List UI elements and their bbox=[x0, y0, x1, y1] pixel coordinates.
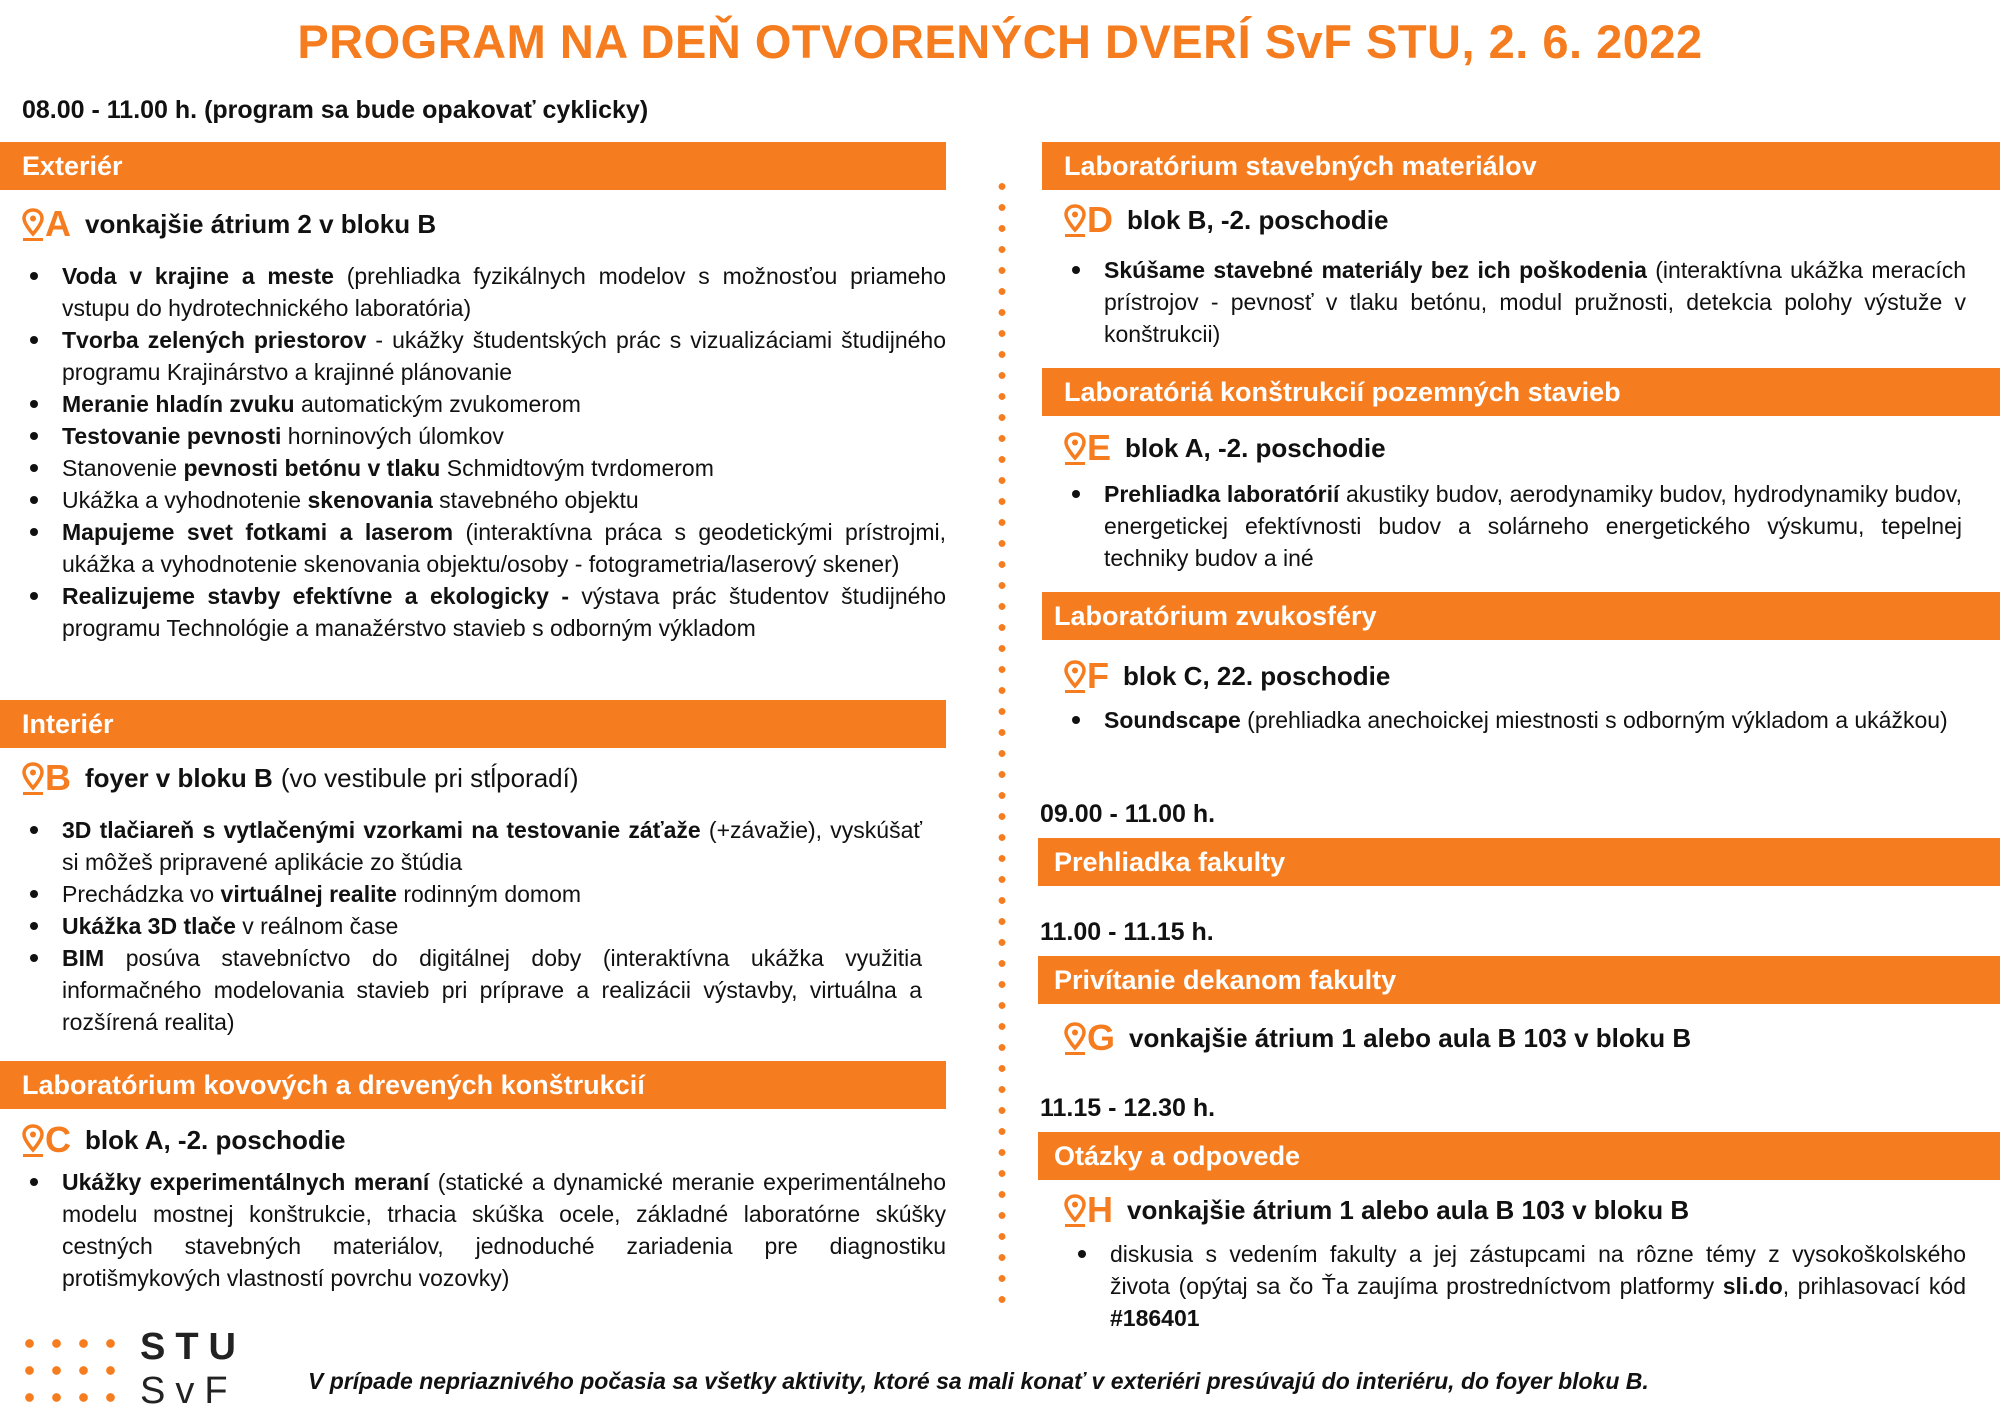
location-c bbox=[22, 1118, 346, 1162]
location-letter: F bbox=[1087, 655, 1109, 696]
location-pin-icon bbox=[22, 203, 71, 244]
location-pin-icon bbox=[1064, 1189, 1113, 1230]
location-letter: B bbox=[45, 757, 71, 798]
location-e bbox=[1064, 426, 1386, 470]
list-item: Skúšame stavebné materiály bez ich poškodenia (interaktívna ukážka meracích prístrojov - pevnosť v tlaku betónu, modul pružnosti, detekcia polohy výstuže v konštrukcii) bbox=[1064, 254, 1966, 350]
section-header-lab-materialov: Laboratórium stavebných materiálov bbox=[1042, 142, 2000, 190]
list-item: Ukážka a vyhodnotenie skenovania stavebného objektu bbox=[22, 484, 946, 516]
location-pin-icon bbox=[1064, 655, 1109, 696]
location-letter: C bbox=[45, 1119, 71, 1160]
location-letter: D bbox=[1087, 199, 1113, 240]
location-pin-icon bbox=[22, 1119, 71, 1160]
list-item: Ukážky experimentálnych meraní (statické a dynamické meranie experimentálneho modelu mostnej konštrukcie, trhacia skúška ocele, základné laboratórne skúšky cestných stavebných materiálov, jednoduché zariadenia pre diagnostiku protišmykových vlastností povrchu vozovky) bbox=[22, 1166, 946, 1294]
list-item: Soundscape (prehliadka anechoickej miestnosti s odborným výkladom a ukážkou) bbox=[1064, 704, 1966, 736]
location-f bbox=[1064, 654, 1390, 698]
column-divider bbox=[997, 176, 1007, 1316]
activity-list-h bbox=[1070, 1238, 1966, 1334]
activity-list-a bbox=[22, 260, 946, 644]
section-header-lab-kovovych: Laboratórium kovových a drevených konštrukcií bbox=[0, 1061, 946, 1109]
list-item: Stanovenie pevnosti betónu v tlaku Schmidtovým tvrdomerom bbox=[22, 452, 946, 484]
section-header-privitanie: Privítanie dekanom fakulty bbox=[1038, 956, 2000, 1004]
location-pin-icon bbox=[1064, 199, 1113, 240]
list-item: Voda v krajine a meste (prehliadka fyzikálnych modelov s možnosťou priameho vstupu do hydrotechnického laboratória) bbox=[22, 260, 946, 324]
location-letter: H bbox=[1087, 1189, 1113, 1230]
section-header-otazky: Otázky a odpovede bbox=[1038, 1132, 2000, 1180]
location-name: blok C, 22. poschodie bbox=[1123, 660, 1391, 691]
page-title: PROGRAM NA DEŇ OTVORENÝCH DVERÍ SvF STU, 2. 6. 2022 bbox=[297, 15, 1703, 68]
activity-list-e bbox=[1064, 478, 1962, 574]
time-slot-tour: 09.00 - 11.00 h. bbox=[1040, 800, 1216, 828]
list-item: Meranie hladín zvuku automatickým zvukomerom bbox=[22, 388, 946, 420]
activity-list-b bbox=[22, 814, 922, 1038]
time-slot-qa: 11.15 - 12.30 h. bbox=[1040, 1094, 1216, 1122]
section-header-lab-zvukosfery: Laboratórium zvukosféry bbox=[1042, 592, 2000, 640]
location-d bbox=[1064, 198, 1388, 242]
location-name: vonkajšie átrium 2 v bloku B bbox=[85, 208, 437, 239]
weather-note: V prípade nepriaznivého počasia sa všetky aktivity, ktoré sa mali konať v exteriéri presúvajú do interiéru, do foyer bloku B. bbox=[308, 1368, 1649, 1394]
location-h bbox=[1064, 1188, 1689, 1232]
list-item: Realizujeme stavby efektívne a ekologicky - výstava prác študentov študijného programu Technológie a manažérstvo stavieb s odborným výkladom bbox=[22, 580, 946, 644]
location-name: blok A, -2. poschodie bbox=[1125, 432, 1386, 463]
location-name: blok A, -2. poschodie bbox=[85, 1124, 346, 1155]
section-header-lab-konstrukcii: Laboratóriá konštrukcií pozemných stavieb bbox=[1042, 368, 2000, 416]
location-a bbox=[22, 202, 436, 246]
location-note: (vo vestibule pri stĺporadí) bbox=[280, 762, 579, 793]
location-b bbox=[22, 756, 579, 800]
location-pin-icon bbox=[22, 757, 71, 798]
location-letter: G bbox=[1087, 1017, 1116, 1058]
list-item: diskusia s vedením fakulty a jej zástupcami na rôzne témy z vysokoškolského života (opýtaj sa čo Ťa zaujíma prostredníctvom platformy sli.do, prihlasovací kód #186401 bbox=[1070, 1238, 1966, 1334]
list-item: Prehliadka laboratórií akustiky budov, aerodynamiky budov, hydrodynamiky budov, energetickej efektívnosti budov a solárneho energetického výskumu, tepelnej techniky budov a iné bbox=[1064, 478, 1962, 574]
location-g bbox=[1064, 1016, 1691, 1060]
location-name: foyer v bloku B bbox=[85, 762, 273, 793]
list-item: Ukážka 3D tlače v reálnom čase bbox=[22, 910, 922, 942]
logo-line-stu: STU bbox=[140, 1326, 246, 1368]
section-header-prehliadka: Prehliadka fakulty bbox=[1038, 838, 2000, 886]
location-letter: A bbox=[45, 203, 71, 244]
time-slot-welcome: 11.00 - 11.15 h. bbox=[1040, 918, 1214, 946]
list-item: Prechádzka vo virtuálnej realite rodinným domom bbox=[22, 878, 922, 910]
activity-list-f bbox=[1064, 704, 1966, 736]
list-item: Mapujeme svet fotkami a laserom (interaktívna práca s geodetickými prístrojmi, ukážka a vyhodnotenie skenovania objektu/osoby - fotogrametria/laserový skener) bbox=[22, 516, 946, 580]
list-item: 3D tlačiareň s vytlačenými vzorkami na testovanie záťaže (+závažie), vyskúšať si môžeš pripravené aplikácie zo štúdia bbox=[22, 814, 922, 878]
logo-line-svf: SvF bbox=[140, 1370, 238, 1412]
list-item: BIM posúva stavebníctvo do digitálnej doby (interaktívna ukážka využitia informačného modelovania stavieb pri príprave a realizácii výstavby, virtuálna a rozšírená realita) bbox=[22, 942, 922, 1038]
list-item: Tvorba zelených priestorov - ukážky študentských prác s vizualizáciami študijného programu Krajinárstvo a krajinné plánovanie bbox=[22, 324, 946, 388]
list-item: Testovanie pevnosti horninových úlomkov bbox=[22, 420, 946, 452]
time-slot-main: 08.00 - 11.00 h. (program sa bude opakovať cyklicky) bbox=[22, 96, 649, 124]
location-name: vonkajšie átrium 1 alebo aula B 103 v bloku B bbox=[1129, 1022, 1692, 1053]
location-pin-icon bbox=[1064, 1017, 1116, 1058]
location-name: blok B, -2. poschodie bbox=[1127, 204, 1389, 235]
activity-list-c bbox=[22, 1166, 946, 1294]
location-pin-icon bbox=[1064, 427, 1112, 468]
stu-svf-logo bbox=[140, 1325, 246, 1413]
location-name: vonkajšie átrium 1 alebo aula B 103 v bloku B bbox=[1127, 1194, 1690, 1225]
location-letter: E bbox=[1087, 427, 1112, 468]
activity-list-d bbox=[1064, 254, 1966, 350]
section-header-interier: Interiér bbox=[0, 700, 946, 748]
section-header-exterier: Exteriér bbox=[0, 142, 946, 190]
logo-dots bbox=[16, 1330, 126, 1410]
